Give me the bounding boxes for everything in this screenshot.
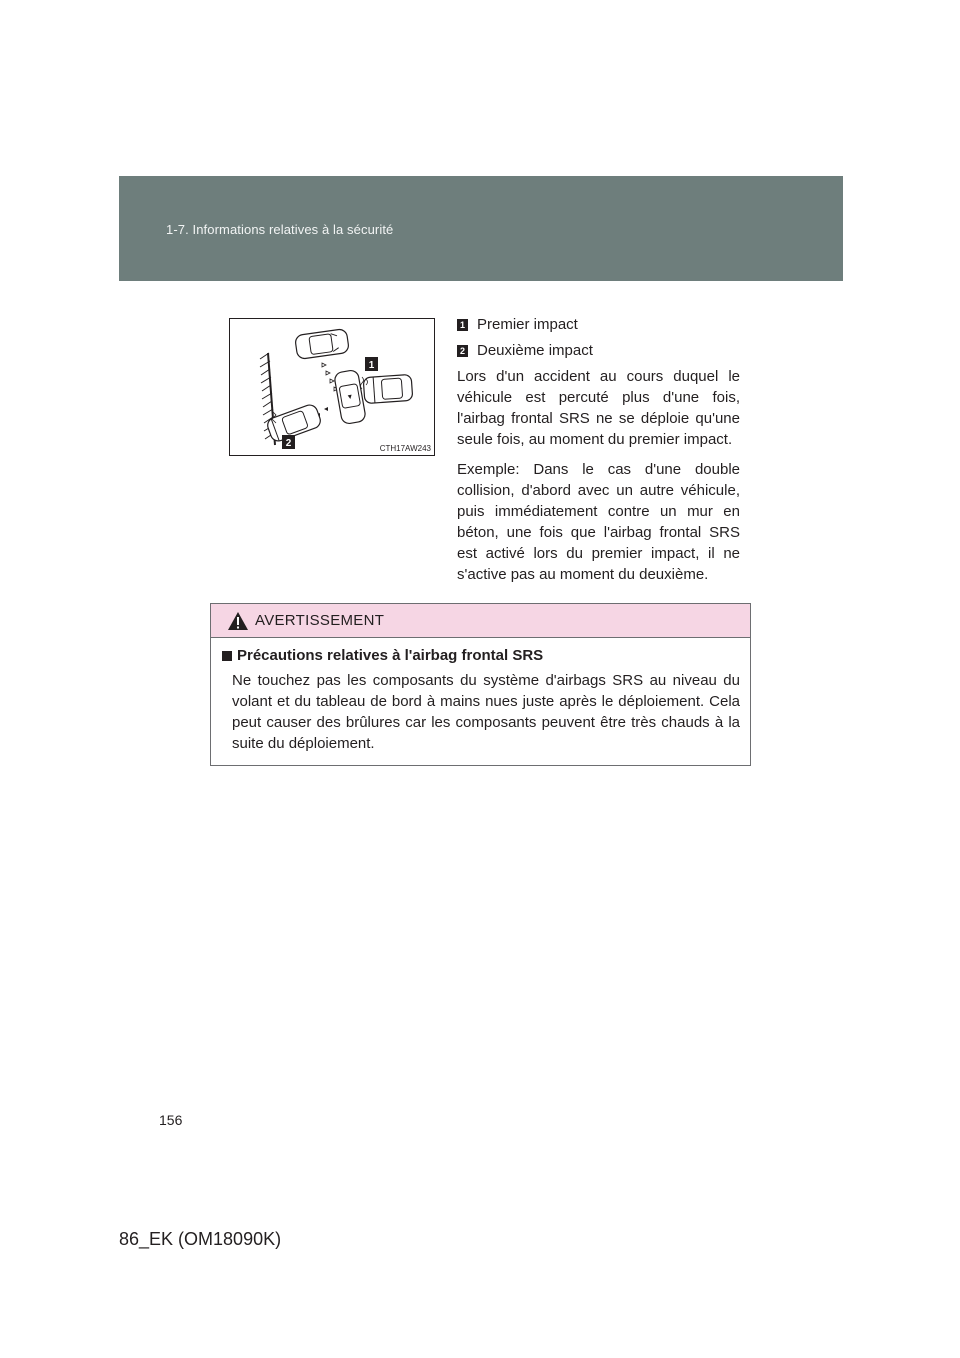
number-badge: 2: [457, 345, 468, 357]
page-number: 156: [159, 1112, 183, 1128]
document-id: 86_EK (OM18090K): [119, 1229, 282, 1249]
warning-box: [210, 603, 751, 766]
svg-text:1: 1: [368, 360, 375, 371]
explanation-column: [457, 314, 740, 594]
number-badge: 1: [457, 319, 468, 331]
figure-marker-1: [365, 357, 378, 371]
svg-text:2: 2: [285, 438, 292, 449]
paragraph-first-impact: Lors d'un accident au cours duquel le véhicule est percuté plus d'une fois, l'airbag frontal SRS ne se déploie qu'une seule fois, au moment du premier impact.: [457, 368, 740, 448]
legend-item: [457, 314, 740, 335]
square-bullet-icon: [222, 651, 232, 661]
warning-triangle-icon: [227, 611, 249, 631]
double-collision-drawing: [230, 319, 434, 455]
legend-label: Premier impact: [477, 316, 578, 333]
collision-illustration: [229, 318, 435, 456]
section-title: 1-7. Informations relatives à la sécurité: [166, 222, 394, 237]
paragraph-example: Exemple: Dans le cas d'une double collision, d'abord avec un autre véhicule, puis immédiatement contre un mur en béton, une fois que l'airbag frontal SRS est activé lors du premier impact, il ne s'active pas au moment du deuxième.: [457, 461, 740, 583]
warning-title: AVERTISSEMENT: [255, 612, 385, 629]
warning-text: Ne touchez pas les composants du système d'airbags SRS au niveau du volant et du tableau de bord à mains nues juste après le déploiement. Cela peut causer des brûlures car les composants peuvent être très chauds à la suite du déploiement.: [232, 672, 740, 752]
figure-marker-2: [282, 435, 295, 449]
warning-subheading-text: Précautions relatives à l'airbag frontal SRS: [237, 647, 544, 664]
warning-body: [211, 638, 750, 754]
warning-subheading: [222, 647, 740, 664]
legend-item: [457, 340, 740, 361]
figure-code: CTH17AW243: [379, 444, 431, 453]
legend-label: Deuxième impact: [477, 342, 593, 359]
warning-header: [211, 604, 750, 638]
